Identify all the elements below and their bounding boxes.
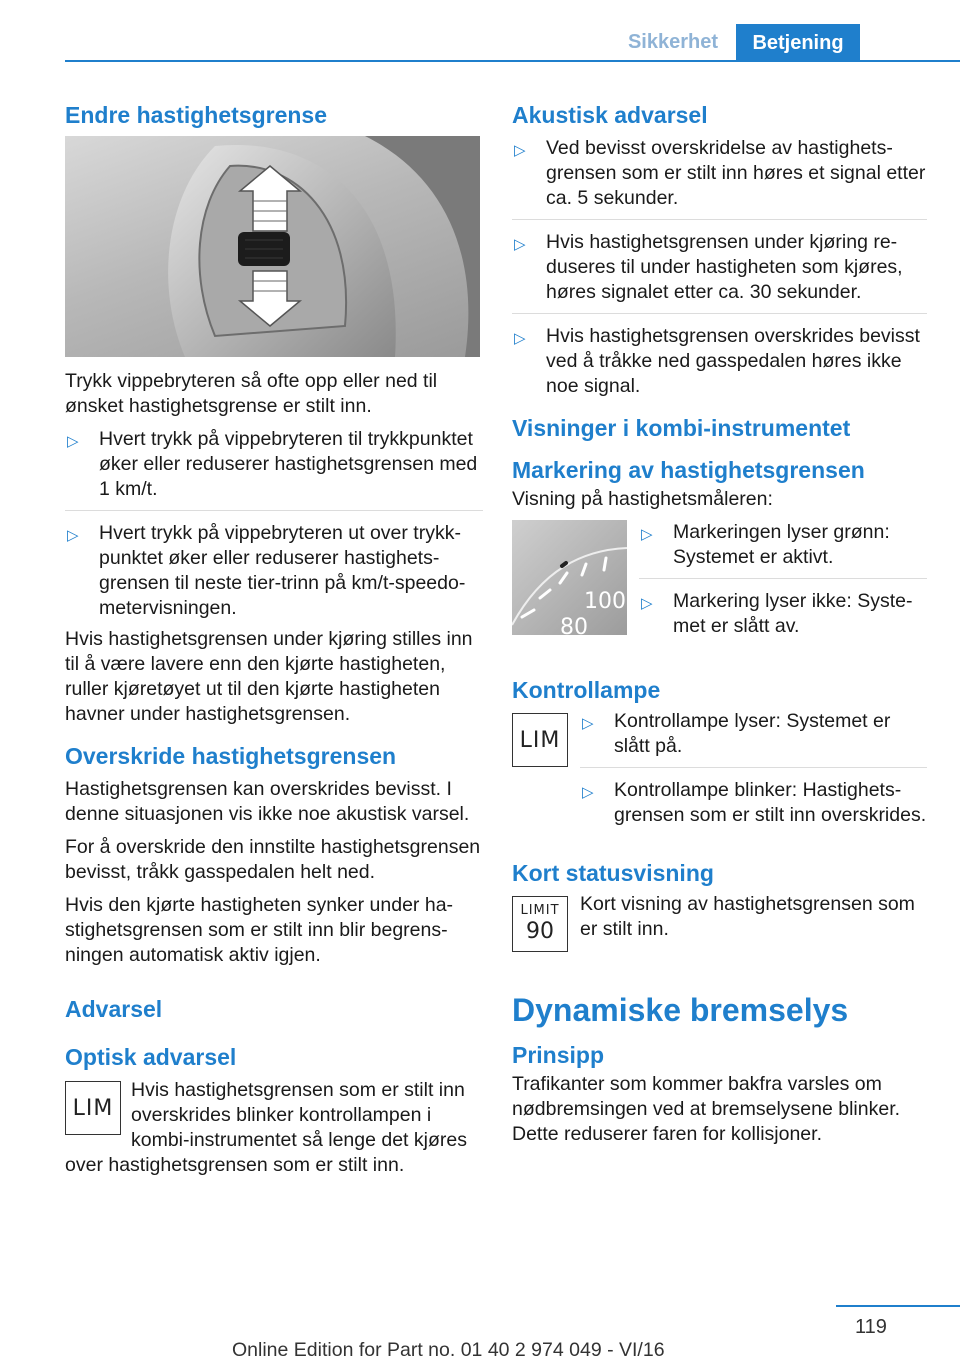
paragraph-trykk: Trykk vippebryteren så ofte opp eller ned til ønsket hastighetsgrense er stilt inn. [65, 370, 438, 417]
triangle-bullet-icon: ▷ [514, 142, 526, 159]
list-item: ▷ Kontrollampe blinker: Hastighetsgrensen som er stilt inn overskrides. [582, 779, 927, 826]
bullet-list-akustisk [512, 136, 927, 399]
triangle-bullet-icon: ▷ [514, 236, 526, 253]
gauge-label-100: 100 [584, 589, 626, 614]
kontrollampe-block [512, 709, 927, 838]
right-column [512, 100, 927, 1155]
steering-wheel-photo [65, 136, 480, 357]
paragraph-optisk: Hvis hastighetsgrensen som er stilt inn overskrides blinker kontrollampen i kombi-instrumentet så lenge det kjøres over hastighetsgrensen som er stilt inn. [65, 1079, 467, 1176]
kort-status-block [512, 892, 927, 952]
list-item: ▷ Markering lyser ikke: Systemet er slått av. [641, 590, 913, 637]
triangle-bullet-icon: ▷ [67, 527, 79, 544]
heading-akustisk-advarsel: Akustisk advarsel [512, 102, 708, 128]
limit-90-indicator-icon: LIMIT 90 [512, 896, 568, 952]
footer-rule [836, 1305, 960, 1307]
list-item: ▷ Hvert trykk på vippebryteren ut over trykkpunktet øker eller reduserer hastighetsgrensen til neste tier-trinn på km/t-speedometervisningen. [67, 522, 466, 619]
gauge-label-80: 80 [560, 615, 588, 635]
bullet-list-endre [65, 427, 483, 621]
paragraph-kort-visning: Kort visning av hastighetsgrensen som er stilt inn. [580, 893, 915, 940]
markering-block [512, 520, 927, 649]
page-number: 119 [855, 1316, 887, 1338]
heading-kontrollampe: Kontrollampe [512, 677, 661, 703]
triangle-bullet-icon: ▷ [641, 595, 653, 612]
paragraph-visning: Visning på hastighetsmåleren: [512, 488, 773, 510]
triangle-bullet-icon: ▷ [641, 526, 653, 543]
triangle-bullet-icon: ▷ [582, 715, 594, 732]
lim-indicator-icon: LIM [512, 713, 568, 767]
heading-kort-statusvisning: Kort statusvisning [512, 860, 714, 886]
list-item: ▷ Ved bevisst overskridelse av hastighetsgrensen som er stilt inn høres et signal etter ca. 5 sekunder. [512, 136, 927, 220]
triangle-bullet-icon: ▷ [514, 330, 526, 347]
bullet-list-kontrollampe [580, 709, 927, 832]
heading-prinsipp: Prinsipp [512, 1042, 605, 1068]
paragraph-for-a-overskride: For å overskride den innstilte hastighetsgrensen bevisst, tråkk gasspedalen helt ned. [65, 836, 481, 883]
triangle-bullet-icon: ▷ [582, 784, 594, 801]
left-column [65, 100, 483, 1186]
bullet-list-markering [639, 520, 927, 643]
paragraph-kan-overskrides: Hastighetsgrensen kan overskrides bevisst. I denne situasjonen vis ikke noe akustisk varsel. [65, 778, 470, 825]
tab-sikkerhet[interactable]: Sikkerhet [627, 31, 719, 53]
heading-markering: Markering av hastighetsgrensen [512, 457, 865, 483]
heading-dynamiske-bremselys: Dynamiske bremselys [512, 992, 849, 1028]
heading-visninger: Visninger i kombi-instrumentet [512, 415, 851, 441]
list-item: ▷ Hvis hastighetsgrensen under kjøring reduseres til under hastigheten som kjøres, høres signalet etter ca. 30 sekunder. [512, 230, 927, 314]
paragraph-hvis-synker: Hvis den kjørte hastigheten synker under hastighetsgrensen som er stilt inn blir begrensningen automatisk aktiv igjen. [65, 894, 454, 966]
list-item: ▷ Hvert trykk på vippebryteren til trykkpunktet øker eller reduserer hastighetsgrensen med 1 km/t. [65, 427, 483, 511]
footer-edition: Online Edition for Part no. 01 40 2 974 049 - VI/16 [232, 1339, 665, 1361]
heading-endre-hastighetsgrense: Endre hastighetsgrense [65, 102, 328, 128]
list-item: ▷ Hvis hastighetsgrensen overskrides bevisst ved å tråkke ned gasspedalen høres ikke noe signal. [514, 325, 920, 397]
list-item: ▷ Markeringen lyser grønn: Systemet er aktivt. [639, 520, 927, 579]
tab-betjening[interactable]: Betjening [736, 24, 860, 62]
paragraph-prinsipp: Trafikanter som kommer bakfra varsles om nødbremsingen ved at bremselysene blinker. Dette reduserer faren for kollisjoner. [512, 1073, 901, 1145]
paragraph-hvis-lavere: Hvis hastighetsgrensen under kjøring stilles inn til å være lavere enn den kjørte hastigheten, ruller kjøretøyet ut til den kjørte hastigheten havner under hastighetsgrensen. [65, 628, 473, 725]
heading-overskride: Overskride hastighetsgrensen [65, 743, 397, 769]
list-item: ▷ Kontrollampe lyser: Systemet er slått på. [580, 709, 927, 768]
optisk-block [65, 1078, 483, 1178]
lim-indicator-icon: LIM [65, 1081, 121, 1135]
speedometer-gauge-image [512, 520, 627, 635]
heading-optisk-advarsel: Optisk advarsel [65, 1044, 237, 1070]
heading-advarsel: Advarsel [65, 996, 163, 1022]
triangle-bullet-icon: ▷ [67, 433, 79, 450]
